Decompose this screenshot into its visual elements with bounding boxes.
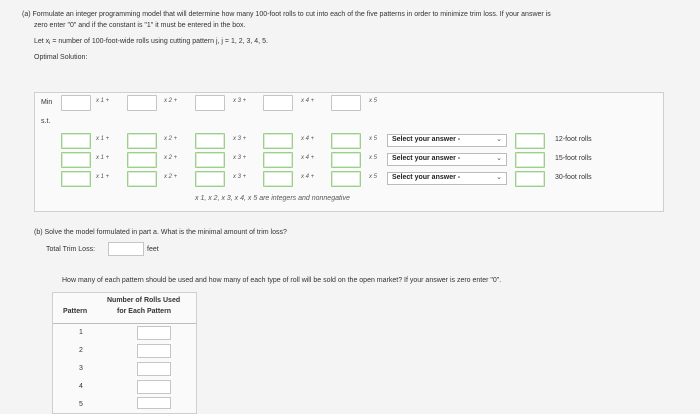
c2-coef-x3[interactable] — [195, 152, 225, 168]
objective-coef-x1[interactable] — [61, 95, 91, 111]
pattern-1-rolls-input[interactable] — [137, 326, 171, 340]
var-label: x 2 + — [164, 98, 178, 104]
c3-coef-x1[interactable] — [61, 171, 91, 187]
var-label: x 4 + — [301, 174, 315, 180]
part-a-question: (a) Formulate an integer programming model that will determine how many 100-foot rolls to cut into each of the five patterns in order to minimize trim loss. If your answer is — [22, 11, 551, 18]
pattern-5-rolls-input[interactable] — [137, 397, 171, 409]
c1-coef-x1[interactable] — [61, 133, 91, 149]
var-label: x 1 + — [96, 136, 110, 142]
col-header-pattern: Pattern — [63, 308, 88, 315]
col-header-rolls-1: Number of Rolls Used — [107, 297, 181, 304]
c1-coef-x2[interactable] — [127, 133, 157, 149]
var-label: x 5 — [369, 136, 378, 142]
pattern-number: 2 — [79, 347, 83, 354]
objective-coef-x3[interactable] — [195, 95, 225, 111]
c3-rhs[interactable] — [515, 171, 545, 187]
pattern-number: 3 — [79, 365, 83, 372]
objective-coef-x4[interactable] — [263, 95, 293, 111]
var-label: x 4 + — [301, 155, 315, 161]
pattern-number: 5 — [79, 401, 83, 408]
model-panel — [34, 92, 664, 212]
objective-coef-x5[interactable] — [331, 95, 361, 111]
part-c-question: How many of each pattern should be used and how many of each type of roll will be sold on the open market? If your answer is zero enter "0". — [62, 277, 502, 284]
var-label: x 2 + — [164, 136, 178, 142]
total-trim-loss-input[interactable] — [108, 242, 144, 256]
c1-coef-x4[interactable] — [263, 133, 293, 149]
c2-rhs[interactable] — [515, 152, 545, 168]
c2-coef-x1[interactable] — [61, 152, 91, 168]
chevron-down-icon: ⌄ — [496, 174, 502, 181]
chevron-down-icon: ⌄ — [496, 155, 502, 162]
header-divider — [53, 323, 196, 324]
nonnegativity-statement: x 1, x 2, x 3, x 4, x 5 are integers and nonnegative — [195, 195, 350, 202]
pattern-2-rolls-input[interactable] — [137, 344, 171, 358]
c2-coef-x5[interactable] — [331, 152, 361, 168]
c1-coef-x3[interactable] — [195, 133, 225, 149]
var-label: x 5 — [369, 98, 378, 104]
objective-coef-x2[interactable] — [127, 95, 157, 111]
total-trim-loss-label: Total Trim Loss: — [46, 246, 96, 253]
c2-relation-select[interactable] — [387, 153, 507, 166]
c3-coef-x4[interactable] — [263, 171, 293, 187]
select-value: Select your answer - — [392, 174, 461, 181]
var-label: x 1 + — [96, 174, 110, 180]
var-label: x 3 + — [233, 136, 247, 142]
part-b-question: (b) Solve the model formulated in part a. What is the minimal amount of trim loss? — [34, 229, 287, 236]
var-label: x 4 + — [301, 98, 315, 104]
var-label: x 3 + — [233, 98, 247, 104]
c2-coef-x4[interactable] — [263, 152, 293, 168]
pattern-4-rolls-input[interactable] — [137, 380, 171, 394]
c2-coef-x2[interactable] — [127, 152, 157, 168]
var-label: x 1 + — [96, 98, 110, 104]
select-value: Select your answer - — [392, 136, 461, 143]
var-label: x 5 — [369, 155, 378, 161]
var-label: x 3 + — [233, 155, 247, 161]
variable-definition: Let xⱼ = number of 100-foot-wide rolls using cutting pattern j, j = 1, 2, 3, 4, 5. — [34, 38, 268, 45]
pattern-table — [52, 292, 197, 414]
part-a-instruction: zero enter "0" and if the constant is "1" it must be entered in the box. — [34, 22, 246, 29]
pattern-3-rolls-input[interactable] — [137, 362, 171, 376]
var-label: x 5 — [369, 174, 378, 180]
c1-coef-x5[interactable] — [331, 133, 361, 149]
var-label: x 2 + — [164, 155, 178, 161]
c2-unit: 15-foot rolls — [555, 155, 592, 162]
var-label: x 2 + — [164, 174, 178, 180]
c3-coef-x3[interactable] — [195, 171, 225, 187]
chevron-down-icon: ⌄ — [496, 136, 502, 143]
pattern-number: 1 — [79, 329, 83, 336]
c1-relation-select[interactable] — [387, 134, 507, 147]
c3-relation-select[interactable] — [387, 172, 507, 185]
c3-coef-x5[interactable] — [331, 171, 361, 187]
pattern-number: 4 — [79, 383, 83, 390]
c3-coef-x2[interactable] — [127, 171, 157, 187]
st-label: s.t. — [41, 118, 51, 125]
min-label: Min — [41, 99, 53, 106]
var-label: x 4 + — [301, 136, 315, 142]
var-label: x 1 + — [96, 155, 110, 161]
var-label: x 3 + — [233, 174, 247, 180]
c3-unit: 30-foot rolls — [555, 174, 592, 181]
c1-unit: 12-foot rolls — [555, 136, 592, 143]
c1-rhs[interactable] — [515, 133, 545, 149]
optimal-solution-label: Optimal Solution: — [34, 54, 88, 61]
feet-unit: feet — [147, 246, 159, 253]
select-value: Select your answer - — [392, 155, 461, 162]
col-header-rolls-2: for Each Pattern — [117, 308, 172, 315]
